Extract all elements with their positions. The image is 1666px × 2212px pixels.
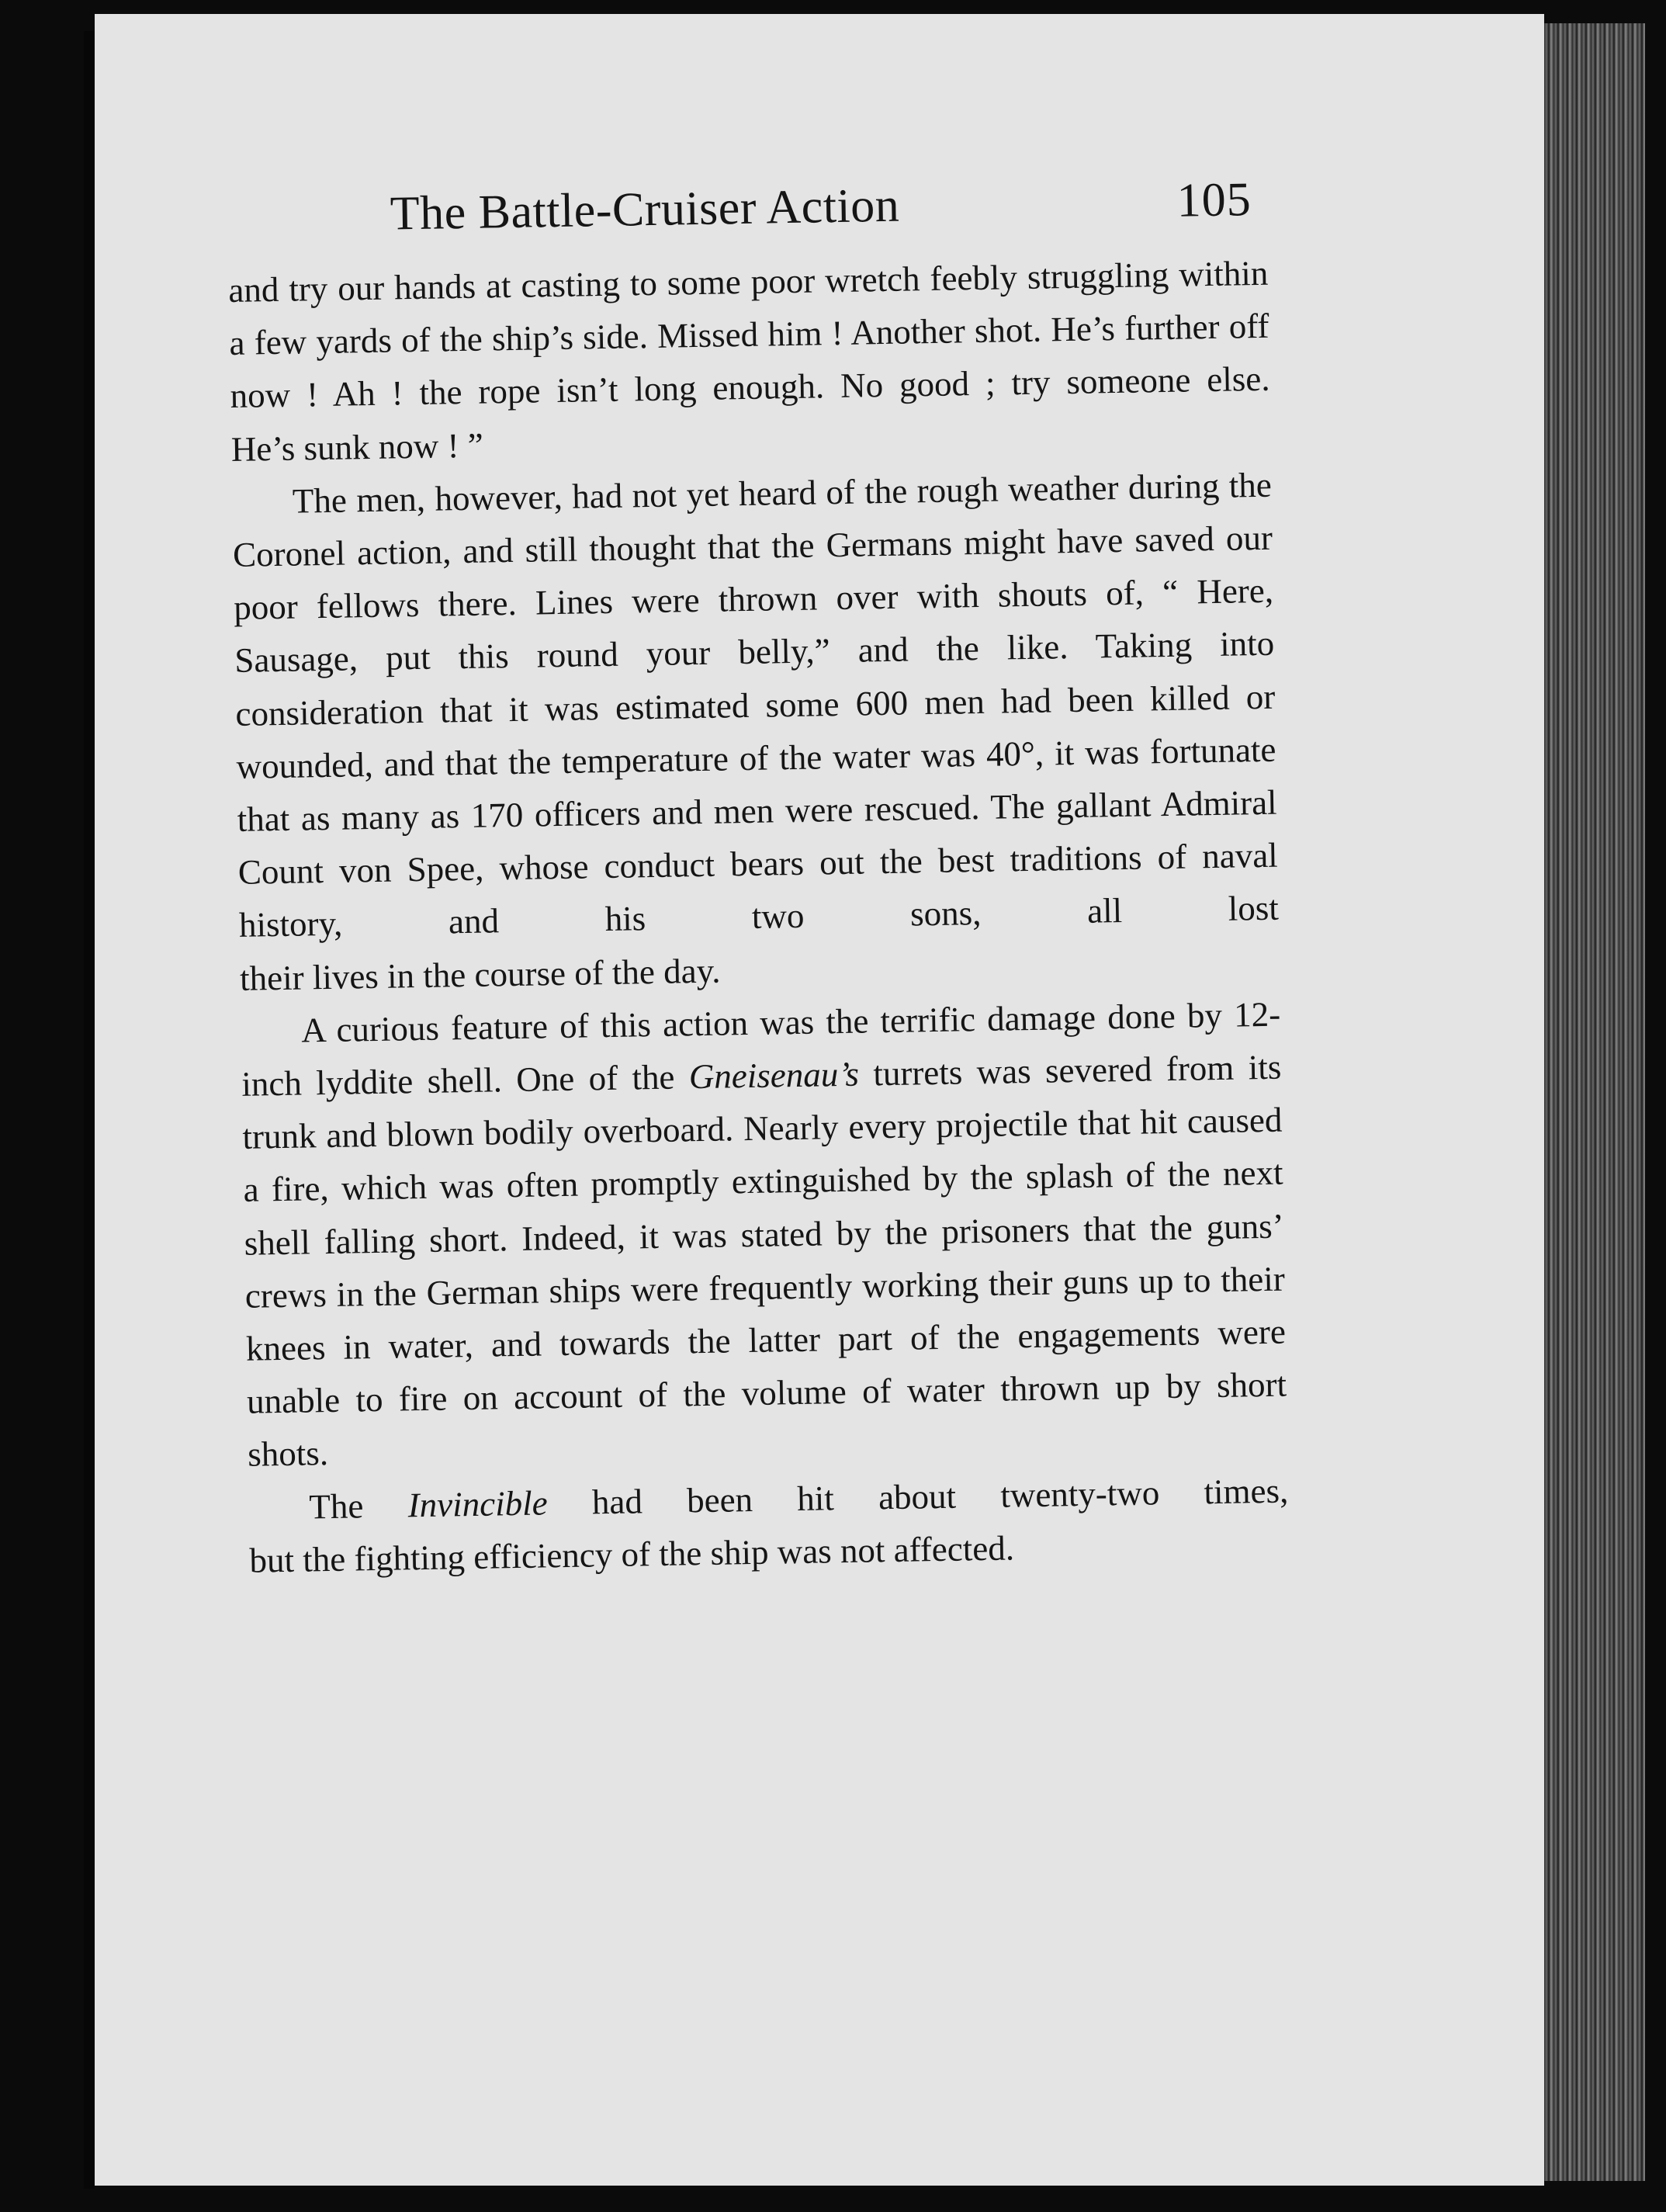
paragraph-2-text: The men, however, had not yet heard of the rough weather during the Coronel action, and still thought that the Germans might have saved our poor fellows there. Lines were thrown over with shouts of, “ Here, Sausage, put this round your belly,” and the like. Taking into consideration that it was estimated some 600 men had been killed or wounded, and that the temperature of the water was 40°, it was fortunate that as many as 170 officers and men were rescued. The gallant Admiral Count von Spee, whose conduct bears out the best traditions of naval history, and his two sons, all lost xyxy=(232,465,1280,945)
paragraph-2-last-line: their lives in the course of the day. xyxy=(239,951,721,998)
paragraph-3-text-a: A curious feature of this action was the terrific damage done by 12-inch lyddite shell. One of the xyxy=(241,994,1281,1104)
paragraph-4-last-line: but the fighting efficiency of the ship was not affected. xyxy=(249,1528,1015,1580)
page-edges xyxy=(1544,23,1645,2181)
paragraph-3-text-b: turrets was severed from its trunk and blown bodily overboard. Nearly every projectile that hit caused a fire, which was often promptly extinguished by the splash of the next shell falling short. Indeed, it was stated by the prisoners that the guns’ crews in the German ships were frequently working their guns up to their knees in water, and towards the latter part of the engagements were unable to fire on account of the volume of water thrown up by short xyxy=(242,1047,1287,1422)
paragraph-1-last-line: He’s sunk now ! ” xyxy=(230,425,484,469)
paragraph-3-last-line: shots. xyxy=(247,1434,329,1475)
paragraph-2 xyxy=(231,459,1280,1005)
running-title: The Battle-Cruiser Action xyxy=(390,179,900,241)
running-head xyxy=(227,160,1268,264)
page-text xyxy=(227,160,1290,1587)
ship-name-invincible: Invincible xyxy=(407,1483,548,1525)
paragraph-4-text-a: The xyxy=(309,1486,364,1527)
paragraph-1-text: and try our hands at casting to some poor wretch feebly struggling within a few yards of the ship’s side. Missed him ! Another shot. He’s further off now ! Ah ! the rope isn’t long enough. No good ; try someone else. xyxy=(228,253,1270,416)
paragraph-3 xyxy=(241,987,1288,1481)
binding-gutter xyxy=(84,31,95,2189)
paragraph-1 xyxy=(228,247,1271,476)
paragraph-4-text-b: had been hit about twenty-two times, xyxy=(591,1471,1289,1522)
page-number: 105 xyxy=(1176,173,1252,227)
ship-name-gneisenau: Gneisenau’s xyxy=(688,1054,860,1097)
paragraph-4 xyxy=(248,1464,1290,1587)
